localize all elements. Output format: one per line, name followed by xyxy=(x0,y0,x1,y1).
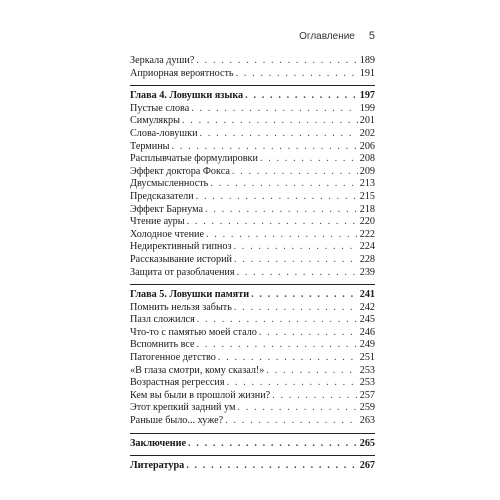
toc-entry xyxy=(130,128,375,141)
dot-leader xyxy=(236,68,358,81)
toc-chapter-entry xyxy=(130,90,375,103)
running-header xyxy=(130,30,375,42)
toc-entry xyxy=(130,352,375,365)
toc-entry-title: Литература xyxy=(130,460,185,472)
toc-entry-page: 224 xyxy=(359,241,375,253)
toc-entry xyxy=(130,415,375,428)
toc-entry-title: Возрастная регрессия xyxy=(130,377,225,389)
toc-entry-page: 246 xyxy=(359,326,375,338)
dot-leader xyxy=(172,141,358,154)
toc-entry-title: Недирективный гипноз xyxy=(130,241,232,253)
toc-entry-title: Чтение ауры xyxy=(130,216,185,228)
toc-entry-page: 202 xyxy=(359,127,375,139)
dot-leader xyxy=(218,352,358,365)
toc-entry xyxy=(130,267,375,280)
toc-entry-title: Раньше было... хуже? xyxy=(130,415,224,427)
toc-chapter-entry xyxy=(130,289,375,302)
dot-leader xyxy=(188,438,358,451)
toc-entry xyxy=(130,314,375,327)
toc-entry xyxy=(130,166,375,179)
toc-entry-page: 251 xyxy=(359,352,375,364)
toc-entry-page: 197 xyxy=(359,90,375,102)
toc-entry-title: Рассказывание историй xyxy=(130,253,232,265)
dot-leader xyxy=(205,204,358,217)
toc-chapter-entry xyxy=(130,460,375,473)
toc-entry xyxy=(130,115,375,128)
toc-entry-title: Термины xyxy=(130,140,170,152)
toc-entry xyxy=(130,204,375,217)
toc-entry-title: Слова-ловушки xyxy=(130,127,198,139)
toc-entry-page: 191 xyxy=(359,67,375,79)
toc-entry-page: 199 xyxy=(359,102,375,114)
toc-entry-title: Априорная вероятность xyxy=(130,67,234,79)
toc-entry-page: 208 xyxy=(359,153,375,165)
toc-entry xyxy=(130,390,375,403)
toc-entry-title: Расплывчатые формулировки xyxy=(130,153,258,165)
dot-leader xyxy=(196,55,357,68)
dot-leader xyxy=(187,216,358,229)
toc-entry-title: Предсказатели xyxy=(130,190,194,202)
toc-entry-page: 241 xyxy=(359,289,375,301)
toc-entry xyxy=(130,254,375,267)
toc-entry-page: 245 xyxy=(359,314,375,326)
toc-entry xyxy=(130,153,375,166)
toc-entry xyxy=(130,339,375,352)
dot-leader xyxy=(245,90,358,103)
toc-entry xyxy=(130,365,375,378)
toc-entry-title: Заключение xyxy=(130,437,186,449)
dot-leader xyxy=(210,178,357,191)
toc-entry-title: Зеркала души? xyxy=(130,55,195,66)
toc-entry-page: 242 xyxy=(359,301,375,313)
section-divider xyxy=(130,85,375,86)
toc-entry-title: Пустые слова xyxy=(130,102,190,114)
toc-entry-page: 249 xyxy=(359,339,375,351)
toc-entry-page: 189 xyxy=(359,55,375,66)
toc-entry-page: 222 xyxy=(359,228,375,240)
toc-chapter-entry xyxy=(130,438,375,451)
toc-entry-title: Симулякры xyxy=(130,115,180,127)
dot-leader xyxy=(260,153,358,166)
toc-entry-page: 206 xyxy=(359,140,375,152)
toc-entry xyxy=(130,178,375,191)
dot-leader xyxy=(232,166,358,179)
toc-entry-page: 265 xyxy=(359,437,375,449)
toc-entry-title: Холодное чтение xyxy=(130,228,205,240)
dot-leader xyxy=(200,128,358,141)
dot-leader xyxy=(234,254,358,267)
toc-entry xyxy=(130,103,375,116)
dot-leader xyxy=(182,115,358,128)
dot-leader xyxy=(272,390,358,403)
dot-leader xyxy=(227,377,358,390)
toc-entry-title: Двусмысленность xyxy=(130,178,209,190)
toc-entry-title: Что-то с памятью моей стало xyxy=(130,326,257,338)
table-of-contents xyxy=(130,55,375,473)
dot-leader xyxy=(251,289,358,302)
toc-entry-page: 228 xyxy=(359,253,375,265)
dot-leader xyxy=(266,365,357,378)
toc-entry-title: Защита от разоблачения xyxy=(130,266,235,278)
toc-entry-page: 239 xyxy=(359,266,375,278)
dot-leader xyxy=(225,415,358,428)
toc-entry xyxy=(130,141,375,154)
toc-entry xyxy=(130,241,375,254)
section-title: Оглавление xyxy=(299,31,355,42)
toc-entry xyxy=(130,327,375,340)
toc-entry-title: Пазл сложился xyxy=(130,314,195,326)
toc-entry xyxy=(130,402,375,415)
toc-entry-title: Вспомнить все xyxy=(130,339,195,351)
toc-entry-page: 209 xyxy=(359,165,375,177)
toc-entry-page: 253 xyxy=(359,377,375,389)
toc-entry-title: Кем вы были в прошлой жизни? xyxy=(130,389,271,401)
dot-leader xyxy=(191,103,357,116)
toc-entry-title: Эффект доктора Фокса xyxy=(130,165,230,177)
toc-entry-page: 220 xyxy=(359,216,375,228)
toc-entry-title: Эффект Барнума xyxy=(130,203,203,215)
dot-leader xyxy=(186,460,358,473)
toc-entry-page: 218 xyxy=(359,203,375,215)
dot-leader xyxy=(234,302,358,315)
dot-leader xyxy=(237,402,357,415)
toc-entry-page: 201 xyxy=(359,115,375,127)
dot-leader xyxy=(206,229,358,242)
toc-entry-title: Этот крепкий задний ум xyxy=(130,402,236,414)
toc-entry-page: 267 xyxy=(359,460,375,472)
toc-entry xyxy=(130,216,375,229)
toc-entry xyxy=(130,55,375,68)
toc-entry-page: 215 xyxy=(359,190,375,202)
toc-entry-page: 259 xyxy=(359,402,375,414)
toc-entry xyxy=(130,377,375,390)
section-divider xyxy=(130,455,375,456)
toc-entry xyxy=(130,302,375,315)
toc-entry xyxy=(130,191,375,204)
toc-entry-title: Патогенное детство xyxy=(130,352,216,364)
dot-leader xyxy=(233,241,357,254)
toc-entry xyxy=(130,229,375,242)
section-divider xyxy=(130,433,375,434)
dot-leader xyxy=(259,327,358,340)
dot-leader xyxy=(197,339,358,352)
toc-entry-title: Помнить нельзя забыть xyxy=(130,301,232,313)
toc-entry-page: 213 xyxy=(359,178,375,190)
dot-leader xyxy=(196,191,358,204)
toc-entry-title: Глава 4. Ловушки языка xyxy=(130,90,244,102)
section-divider xyxy=(130,284,375,285)
toc-entry-page: 253 xyxy=(359,364,375,376)
page-number: 5 xyxy=(368,30,375,42)
toc-entry-page: 257 xyxy=(359,389,375,401)
toc-entry-page: 263 xyxy=(359,415,375,427)
dot-leader xyxy=(237,267,358,280)
dot-leader xyxy=(197,314,358,327)
toc-entry xyxy=(130,68,375,81)
toc-entry-title: Глава 5. Ловушки памяти xyxy=(130,289,250,301)
toc-entry-title: «В глаза смотри, кому сказал!» xyxy=(130,364,265,376)
